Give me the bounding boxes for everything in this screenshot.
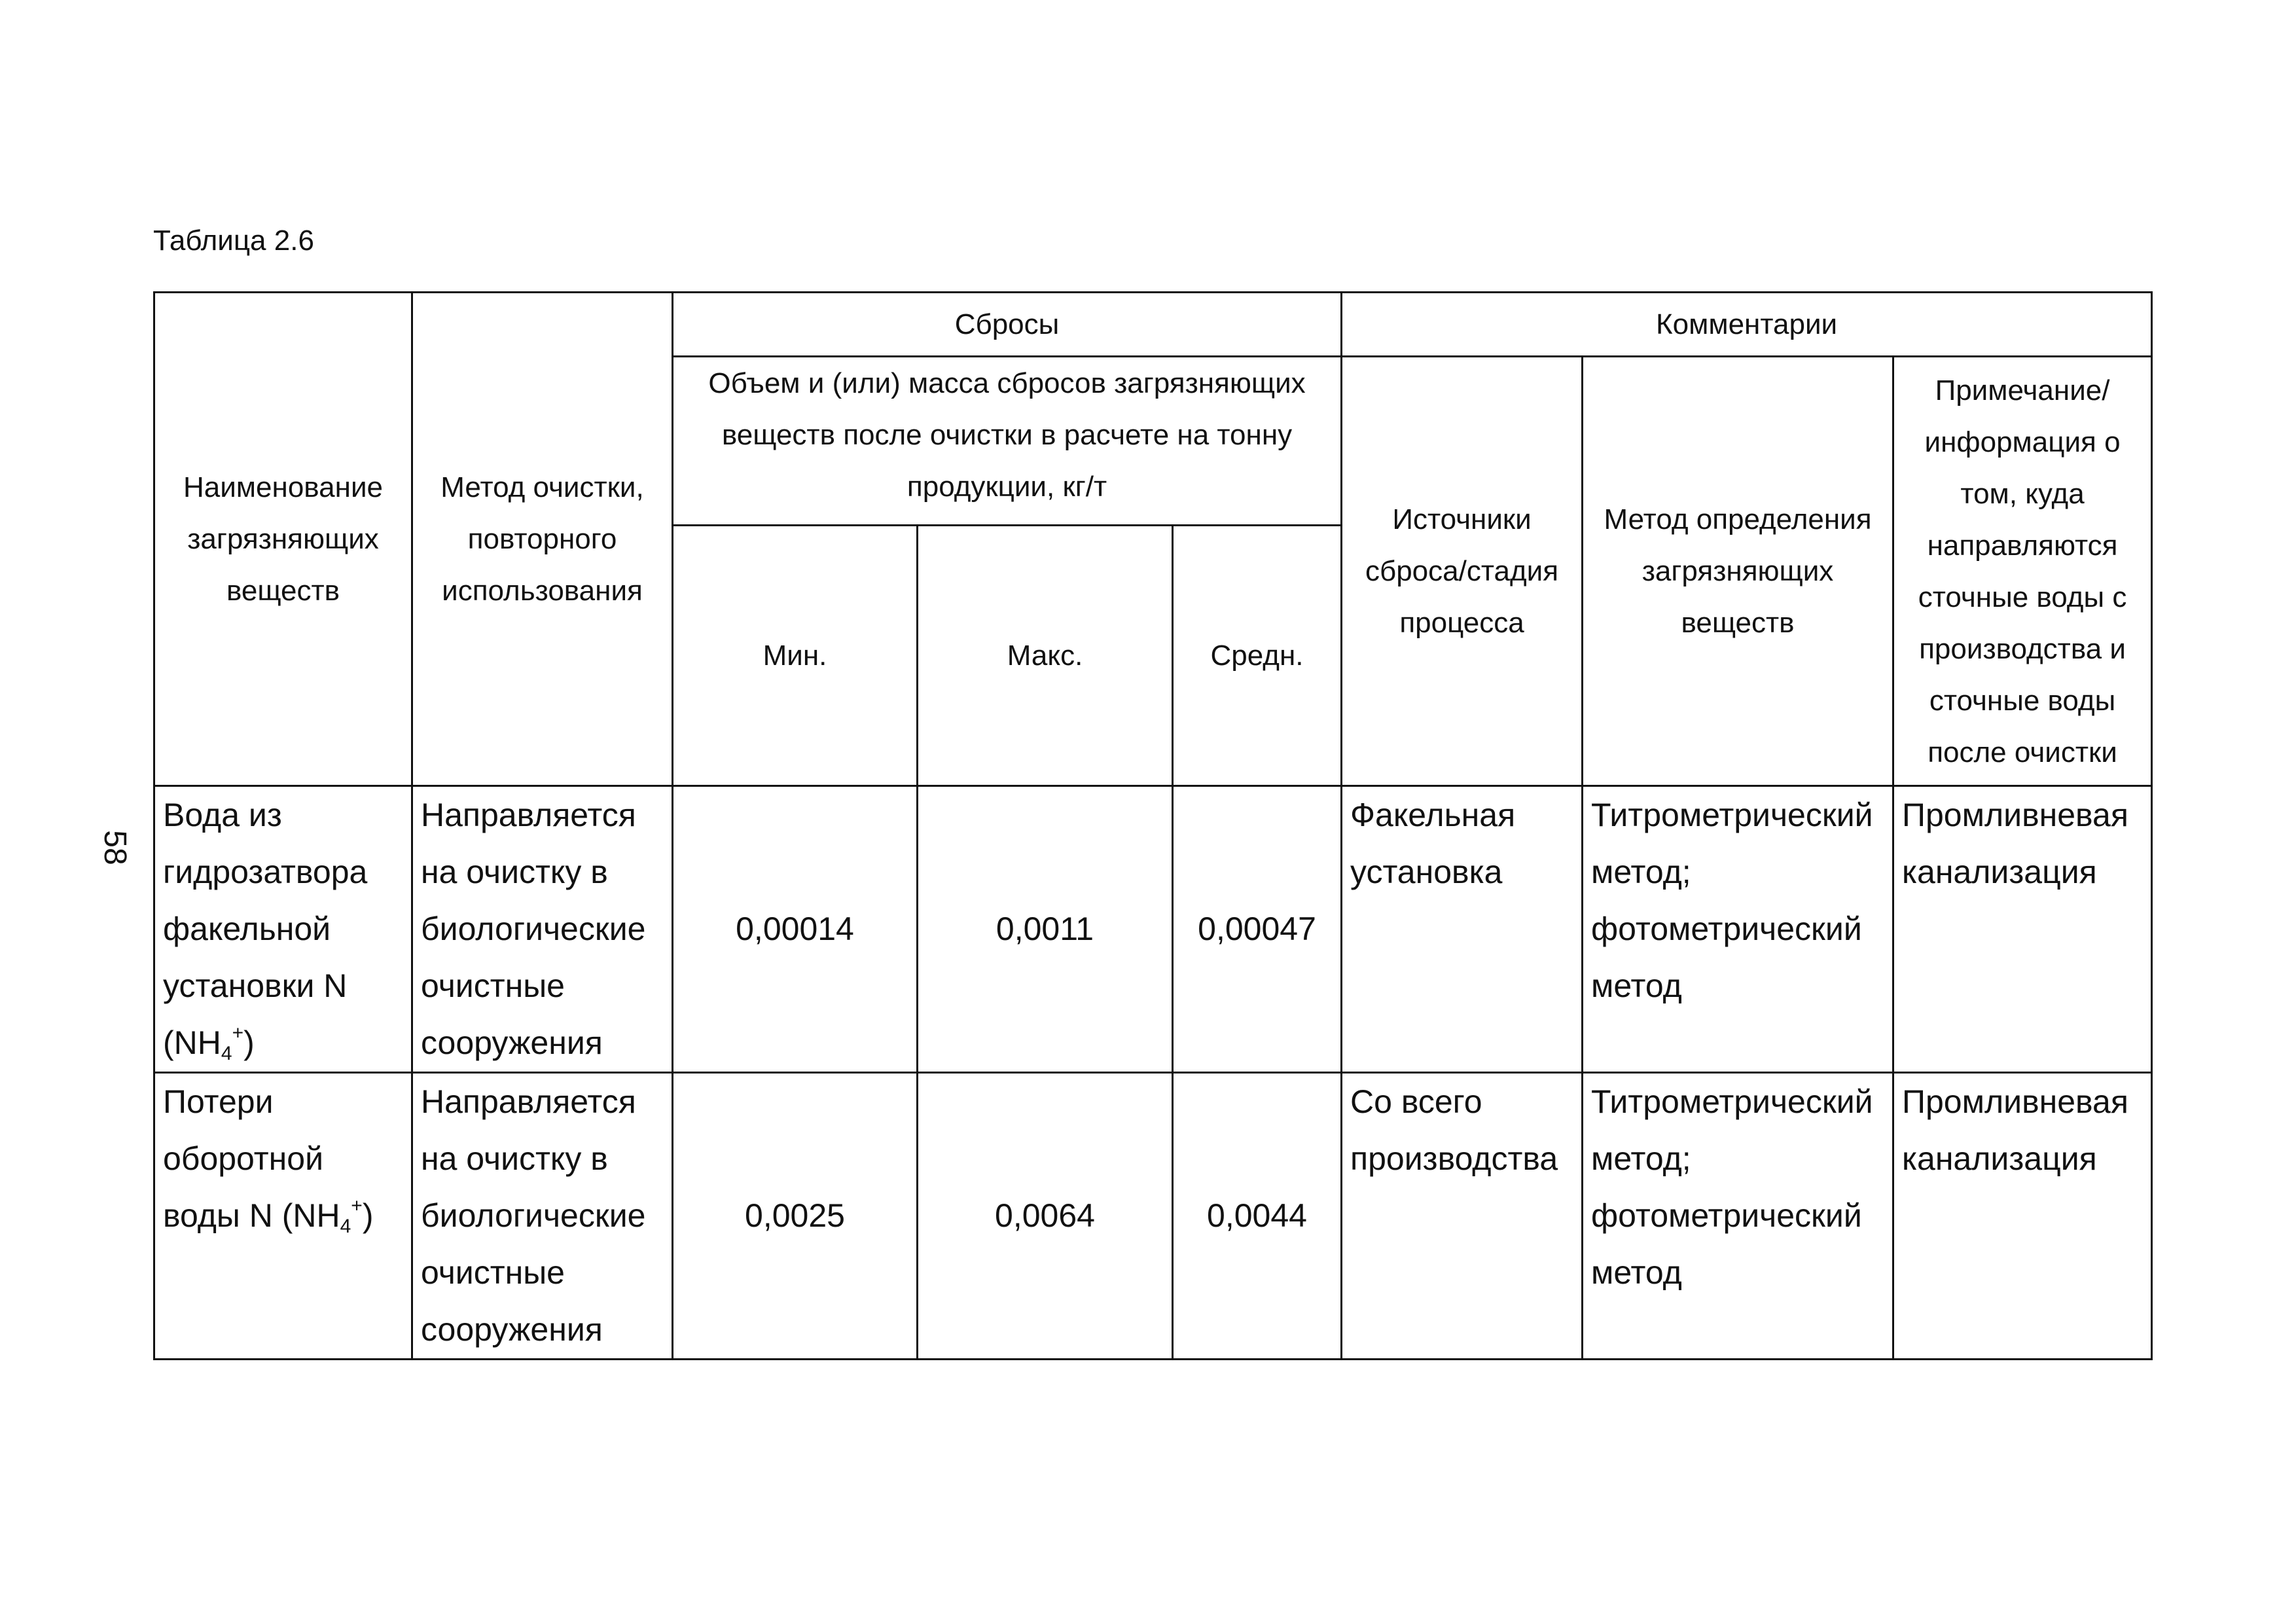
table-row (154, 786, 2152, 1073)
min-value-cell: 0,0025 (673, 1073, 918, 1360)
discharge-source-cell: Со всего производства (1342, 1073, 1583, 1360)
header-comments: Комментарии (1342, 293, 2152, 357)
header-min: Мин. (673, 526, 918, 786)
avg-value-cell: 0,00047 (1173, 786, 1342, 1073)
header-discharges: Сбросы (673, 293, 1342, 357)
max-value-cell: 0,0011 (918, 786, 1173, 1073)
note-cell: Промливневая канализация (1893, 786, 2152, 1073)
header-determination-method: Метод определения загрязняющих веществ (1583, 357, 1893, 786)
min-value-cell: 0,00014 (673, 786, 918, 1073)
header-avg: Средн. (1173, 526, 1342, 786)
treatment-method-cell: Направляется на очистку в биологические очистные сооружения (412, 786, 673, 1073)
header-max: Макс. (918, 526, 1173, 786)
header-discharge-sources: Источники сброса/стадия процесса (1342, 357, 1583, 786)
pollutant-name-cell: Вода из гидрозатвора факельной установки N $(NH_4^+)$ (154, 786, 412, 1073)
determination-method-cell: Титрометрический метод; фотометрический метод (1583, 786, 1893, 1073)
determination-method-cell: Титрометрический метод; фотометрический метод (1583, 1073, 1893, 1360)
header-note: Примечание/информация о том, куда направляются сточные воды с производства и сточные воды после очистки (1893, 357, 2152, 786)
header-treatment-method: Метод очистки, повторного использования (412, 293, 673, 786)
pollutant-name-cell: Потери оборотной воды N $(NH_4^+)$ (154, 1073, 412, 1360)
avg-value-cell: 0,0044 (1173, 1073, 1342, 1360)
page-number: 58 (98, 830, 132, 865)
table-row (154, 1073, 2152, 1360)
max-value-cell: 0,0064 (918, 1073, 1173, 1360)
header-row-1 (154, 293, 2152, 357)
treatment-method-cell: Направляется на очистку в биологические очистные сооружения (412, 1073, 673, 1360)
discharge-source-cell: Факельная установка (1342, 786, 1583, 1073)
note-cell: Промливневая канализация (1893, 1073, 2152, 1360)
table-caption: Таблица 2.6 (153, 225, 314, 257)
header-pollutant-name: Наименование загрязняющих веществ (154, 293, 412, 786)
header-volume-per-ton: Объем и (или) масса сбросов загрязняющих веществ после очистки в расчете на тонну продукции, кг/т (673, 357, 1342, 526)
discharges-table (153, 291, 2153, 1360)
